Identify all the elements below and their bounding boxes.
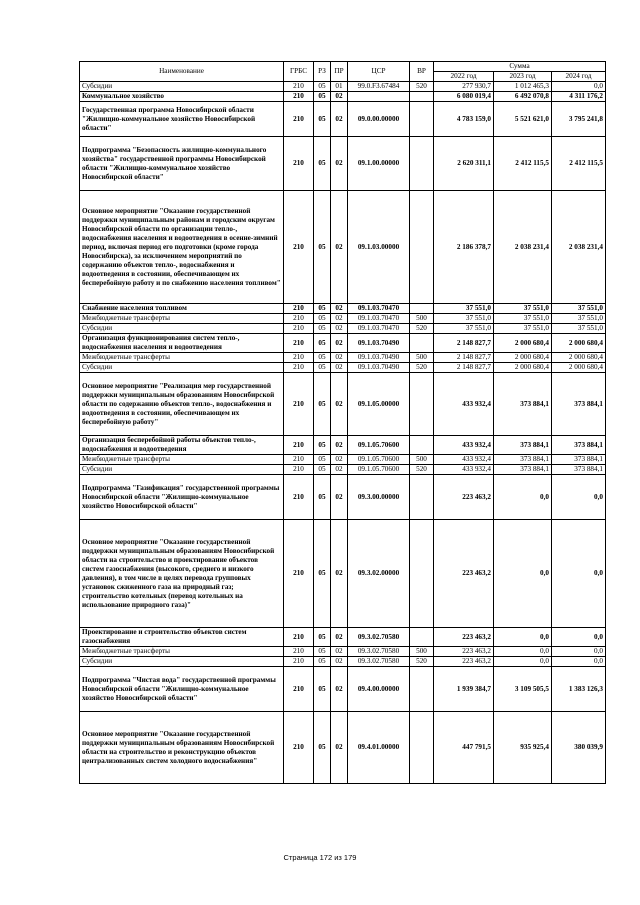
cell-2024: 37 551,0 bbox=[552, 324, 606, 334]
page-number: Страница 172 из 179 bbox=[283, 853, 357, 862]
cell-name: Субсидии bbox=[80, 82, 284, 92]
cell-name: Субсидии bbox=[80, 324, 284, 334]
cell-2022: 433 932,4 bbox=[434, 373, 494, 436]
cell-vr bbox=[410, 712, 434, 784]
cell-name: Коммунальное хозяйство bbox=[80, 92, 284, 102]
cell-pr: 02 bbox=[331, 334, 348, 353]
cell-2024: 373 884,1 bbox=[552, 373, 606, 436]
cell-name: Субсидии bbox=[80, 465, 284, 475]
cell-2024: 4 311 176,2 bbox=[552, 92, 606, 102]
cell-2022: 2 148 827,7 bbox=[434, 334, 494, 353]
cell-csr bbox=[348, 92, 410, 102]
cell-2023: 2 000 680,4 bbox=[494, 353, 552, 363]
cell-pr: 02 bbox=[331, 191, 348, 304]
cell-csr: 09.3.02.70580 bbox=[348, 647, 410, 657]
cell-2024: 0,0 bbox=[552, 628, 606, 647]
cell-vr: 520 bbox=[410, 363, 434, 373]
header-year-2023: 2023 год bbox=[494, 72, 552, 82]
cell-rz: 05 bbox=[314, 455, 331, 465]
cell-grbs: 210 bbox=[284, 137, 314, 191]
cell-name: Подпрограмма "Безопасность жилищно-коммунального хозяйства" государственной программы Новосибирской области "Жилищно-коммунальное хозяйство Новосибирской области" bbox=[80, 137, 284, 191]
cell-csr: 09.3.02.70580 bbox=[348, 628, 410, 647]
cell-2024: 0,0 bbox=[552, 520, 606, 628]
cell-pr: 02 bbox=[331, 628, 348, 647]
cell-grbs: 210 bbox=[284, 353, 314, 363]
cell-vr: 520 bbox=[410, 324, 434, 334]
cell-name: Проектирование и строительство объектов систем газоснабжения bbox=[80, 628, 284, 647]
cell-pr: 02 bbox=[331, 436, 348, 455]
cell-2024: 2 000 680,4 bbox=[552, 334, 606, 353]
budget-table bbox=[79, 61, 606, 784]
cell-vr bbox=[410, 92, 434, 102]
cell-2022: 37 551,0 bbox=[434, 304, 494, 314]
cell-2024: 2 000 680,4 bbox=[552, 353, 606, 363]
cell-csr: 09.1.03.70490 bbox=[348, 334, 410, 353]
cell-2023: 373 884,1 bbox=[494, 373, 552, 436]
cell-rz: 05 bbox=[314, 475, 331, 520]
cell-2024: 0,0 bbox=[552, 475, 606, 520]
cell-2022: 1 939 384,7 bbox=[434, 667, 494, 712]
cell-2023: 6 492 070,8 bbox=[494, 92, 552, 102]
cell-vr: 520 bbox=[410, 657, 434, 667]
cell-2024: 37 551,0 bbox=[552, 314, 606, 324]
cell-name: Подпрограмма "Газификация" государственной программы Новосибирской области "Жилищно-коммунальное хозяйство Новосибирской области" bbox=[80, 475, 284, 520]
cell-2024: 380 039,9 bbox=[552, 712, 606, 784]
cell-name: Государственная программа Новосибирской области "Жилищно-коммунальное хозяйство Новосибирской области" bbox=[80, 102, 284, 137]
cell-2024: 373 884,1 bbox=[552, 436, 606, 455]
cell-2023: 373 884,1 bbox=[494, 436, 552, 455]
cell-csr: 09.4.01.00000 bbox=[348, 712, 410, 784]
cell-pr: 02 bbox=[331, 92, 348, 102]
cell-grbs: 210 bbox=[284, 304, 314, 314]
cell-grbs: 210 bbox=[284, 712, 314, 784]
cell-name: Межбюджетные трансферты bbox=[80, 647, 284, 657]
cell-2023: 2 412 115,5 bbox=[494, 137, 552, 191]
table-row bbox=[80, 647, 606, 657]
cell-name: Снабжение населения топливом bbox=[80, 304, 284, 314]
header-sum: Сумма bbox=[434, 62, 606, 72]
cell-2022: 2 148 827,7 bbox=[434, 353, 494, 363]
cell-rz: 05 bbox=[314, 324, 331, 334]
cell-2022: 223 463,2 bbox=[434, 657, 494, 667]
cell-2024: 1 383 126,3 bbox=[552, 667, 606, 712]
cell-2023: 2 000 680,4 bbox=[494, 334, 552, 353]
cell-name: Субсидии bbox=[80, 657, 284, 667]
cell-grbs: 210 bbox=[284, 628, 314, 647]
cell-vr bbox=[410, 304, 434, 314]
cell-pr: 02 bbox=[331, 667, 348, 712]
cell-rz: 05 bbox=[314, 465, 331, 475]
cell-csr: 09.1.03.70470 bbox=[348, 304, 410, 314]
table-body bbox=[80, 82, 606, 784]
cell-csr: 09.1.03.00000 bbox=[348, 191, 410, 304]
header-year-2024: 2024 год bbox=[552, 72, 606, 82]
cell-rz: 05 bbox=[314, 667, 331, 712]
cell-name: Подпрограмма "Чистая вода" государственной программы Новосибирской области "Жилищно-коммунальное хозяйство Новосибирской области" bbox=[80, 667, 284, 712]
cell-vr: 520 bbox=[410, 82, 434, 92]
cell-2022: 223 463,2 bbox=[434, 475, 494, 520]
table-row bbox=[80, 667, 606, 712]
cell-csr: 09.1.05.70600 bbox=[348, 465, 410, 475]
cell-pr: 02 bbox=[331, 712, 348, 784]
cell-pr: 02 bbox=[331, 647, 348, 657]
cell-vr bbox=[410, 373, 434, 436]
cell-pr: 02 bbox=[331, 373, 348, 436]
cell-2023: 0,0 bbox=[494, 475, 552, 520]
cell-grbs: 210 bbox=[284, 667, 314, 712]
cell-2022: 223 463,2 bbox=[434, 628, 494, 647]
cell-name: Межбюджетные трансферты bbox=[80, 314, 284, 324]
table-row bbox=[80, 436, 606, 455]
cell-pr: 02 bbox=[331, 314, 348, 324]
cell-2023: 3 109 505,5 bbox=[494, 667, 552, 712]
cell-rz: 05 bbox=[314, 102, 331, 137]
cell-csr: 09.4.00.00000 bbox=[348, 667, 410, 712]
cell-rz: 05 bbox=[314, 436, 331, 455]
cell-grbs: 210 bbox=[284, 82, 314, 92]
cell-2023: 37 551,0 bbox=[494, 324, 552, 334]
table-row bbox=[80, 373, 606, 436]
cell-grbs: 210 bbox=[284, 363, 314, 373]
cell-2024: 0,0 bbox=[552, 657, 606, 667]
cell-csr: 09.1.03.70470 bbox=[348, 324, 410, 334]
cell-vr: 500 bbox=[410, 314, 434, 324]
cell-2023: 373 884,1 bbox=[494, 455, 552, 465]
header-csr: ЦСР bbox=[348, 62, 410, 82]
table-row bbox=[80, 304, 606, 314]
cell-2023: 37 551,0 bbox=[494, 314, 552, 324]
table-row bbox=[80, 334, 606, 353]
cell-vr bbox=[410, 191, 434, 304]
header-pr: ПР bbox=[331, 62, 348, 82]
cell-pr: 02 bbox=[331, 304, 348, 314]
cell-2023: 1 012 465,3 bbox=[494, 82, 552, 92]
cell-vr: 500 bbox=[410, 455, 434, 465]
cell-2022: 37 551,0 bbox=[434, 314, 494, 324]
cell-grbs: 210 bbox=[284, 191, 314, 304]
table-row bbox=[80, 628, 606, 647]
cell-csr: 09.1.05.00000 bbox=[348, 373, 410, 436]
cell-2023: 373 884,1 bbox=[494, 465, 552, 475]
table-row bbox=[80, 324, 606, 334]
cell-name: Межбюджетные трансферты bbox=[80, 353, 284, 363]
table-row bbox=[80, 363, 606, 373]
cell-pr: 01 bbox=[331, 82, 348, 92]
table-row bbox=[80, 92, 606, 102]
cell-rz: 05 bbox=[314, 92, 331, 102]
cell-grbs: 210 bbox=[284, 455, 314, 465]
cell-2024: 0,0 bbox=[552, 82, 606, 92]
cell-2023: 935 925,4 bbox=[494, 712, 552, 784]
cell-rz: 05 bbox=[314, 647, 331, 657]
cell-vr bbox=[410, 102, 434, 137]
cell-csr: 09.3.00.00000 bbox=[348, 475, 410, 520]
header-year-2022: 2022 год bbox=[434, 72, 494, 82]
cell-pr: 02 bbox=[331, 102, 348, 137]
cell-2024: 3 795 241,8 bbox=[552, 102, 606, 137]
cell-csr: 99.0.F3.67484 bbox=[348, 82, 410, 92]
cell-csr: 09.1.05.70600 bbox=[348, 455, 410, 465]
cell-rz: 05 bbox=[314, 520, 331, 628]
cell-vr bbox=[410, 628, 434, 647]
table-row bbox=[80, 137, 606, 191]
cell-2022: 433 932,4 bbox=[434, 455, 494, 465]
cell-2022: 447 791,5 bbox=[434, 712, 494, 784]
cell-2024: 0,0 bbox=[552, 647, 606, 657]
cell-grbs: 210 bbox=[284, 373, 314, 436]
cell-rz: 05 bbox=[314, 657, 331, 667]
cell-2022: 37 551,0 bbox=[434, 324, 494, 334]
cell-name: Субсидии bbox=[80, 363, 284, 373]
cell-pr: 02 bbox=[331, 455, 348, 465]
cell-grbs: 210 bbox=[284, 102, 314, 137]
cell-grbs: 210 bbox=[284, 465, 314, 475]
cell-grbs: 210 bbox=[284, 520, 314, 628]
cell-vr bbox=[410, 137, 434, 191]
cell-grbs: 210 bbox=[284, 92, 314, 102]
cell-grbs: 210 bbox=[284, 436, 314, 455]
cell-2023: 5 521 621,0 bbox=[494, 102, 552, 137]
cell-grbs: 210 bbox=[284, 334, 314, 353]
cell-2023: 2 038 231,4 bbox=[494, 191, 552, 304]
cell-pr: 02 bbox=[331, 137, 348, 191]
cell-vr: 520 bbox=[410, 465, 434, 475]
table-row bbox=[80, 191, 606, 304]
header-name: Наименование bbox=[80, 62, 284, 82]
table-row bbox=[80, 520, 606, 628]
cell-rz: 05 bbox=[314, 304, 331, 314]
cell-pr: 02 bbox=[331, 520, 348, 628]
cell-grbs: 210 bbox=[284, 314, 314, 324]
cell-rz: 05 bbox=[314, 373, 331, 436]
cell-name: Основное мероприятие "Реализация мер государственной поддержки муниципальным образованиям Новосибирской области по содержанию объектов тепло-, водоснабжения и водоотведения в состоянии, обеспечивающем их бесперебойную работу" bbox=[80, 373, 284, 436]
cell-2022: 2 620 311,1 bbox=[434, 137, 494, 191]
table-row bbox=[80, 475, 606, 520]
cell-vr: 500 bbox=[410, 353, 434, 363]
cell-2023: 0,0 bbox=[494, 647, 552, 657]
cell-csr: 09.1.03.70490 bbox=[348, 363, 410, 373]
table-row bbox=[80, 455, 606, 465]
cell-name: Организация функционирования систем тепло-, водоснабжения населения и водоотведения bbox=[80, 334, 284, 353]
cell-2023: 0,0 bbox=[494, 520, 552, 628]
cell-vr: 500 bbox=[410, 647, 434, 657]
cell-grbs: 210 bbox=[284, 657, 314, 667]
cell-2022: 433 932,4 bbox=[434, 465, 494, 475]
cell-2024: 2 000 680,4 bbox=[552, 363, 606, 373]
table-row bbox=[80, 712, 606, 784]
cell-vr bbox=[410, 475, 434, 520]
cell-2023: 0,0 bbox=[494, 657, 552, 667]
cell-2022: 433 932,4 bbox=[434, 436, 494, 455]
cell-grbs: 210 bbox=[284, 647, 314, 657]
cell-rz: 05 bbox=[314, 334, 331, 353]
header-vr: ВР bbox=[410, 62, 434, 82]
cell-rz: 05 bbox=[314, 191, 331, 304]
header-rz: РЗ bbox=[314, 62, 331, 82]
cell-rz: 05 bbox=[314, 628, 331, 647]
cell-rz: 05 bbox=[314, 363, 331, 373]
header-grbs: ГРБС bbox=[284, 62, 314, 82]
cell-csr: 09.0.00.00000 bbox=[348, 102, 410, 137]
cell-pr: 02 bbox=[331, 353, 348, 363]
cell-2024: 373 884,1 bbox=[552, 465, 606, 475]
cell-2022: 223 463,2 bbox=[434, 520, 494, 628]
cell-rz: 05 bbox=[314, 314, 331, 324]
cell-pr: 02 bbox=[331, 657, 348, 667]
table-row bbox=[80, 102, 606, 137]
cell-2024: 2 412 115,5 bbox=[552, 137, 606, 191]
cell-vr bbox=[410, 667, 434, 712]
cell-vr bbox=[410, 436, 434, 455]
cell-rz: 05 bbox=[314, 353, 331, 363]
cell-csr: 09.3.02.00000 bbox=[348, 520, 410, 628]
cell-name: Организация бесперебойной работы объектов тепло-, водоснабжения и водоотведения bbox=[80, 436, 284, 455]
cell-rz: 05 bbox=[314, 82, 331, 92]
cell-2022: 277 930,7 bbox=[434, 82, 494, 92]
table-row bbox=[80, 82, 606, 92]
cell-grbs: 210 bbox=[284, 324, 314, 334]
cell-csr: 09.3.02.70580 bbox=[348, 657, 410, 667]
cell-2023: 0,0 bbox=[494, 628, 552, 647]
cell-pr: 02 bbox=[331, 363, 348, 373]
cell-2022: 4 783 159,0 bbox=[434, 102, 494, 137]
cell-rz: 05 bbox=[314, 137, 331, 191]
table-row bbox=[80, 314, 606, 324]
cell-2023: 2 000 680,4 bbox=[494, 363, 552, 373]
cell-2024: 37 551,0 bbox=[552, 304, 606, 314]
cell-2022: 2 186 378,7 bbox=[434, 191, 494, 304]
cell-pr: 02 bbox=[331, 465, 348, 475]
cell-name: Основное мероприятие "Оказание государственной поддержки муниципальным районам и городским округам Новосибирской области по организации тепло-, водоснабжения населения и водоотведения в осенне-зимний период, включая период его подготовки (кроме города Новосибирска), за исключением мероприятий по содержанию объектов тепло-, водоснабжения и водоотведения в состоянии, обеспечивающем их бесперебойную работу и по снабжению населения топливом" bbox=[80, 191, 284, 304]
cell-2024: 373 884,1 bbox=[552, 455, 606, 465]
cell-grbs: 210 bbox=[284, 475, 314, 520]
cell-rz: 05 bbox=[314, 712, 331, 784]
table-row bbox=[80, 353, 606, 363]
cell-name: Основное мероприятие "Оказание государственной поддержки муниципальным образованиям Новосибирской области на строительство и проектирование объектов систем газоснабжения (высокого, среднего и низкого давления), в том числе в целях перевода групповых установок сжиженного газа на природный газ; строительство котельных (перевод котельных на использование природного газа)" bbox=[80, 520, 284, 628]
cell-pr: 02 bbox=[331, 324, 348, 334]
table-row bbox=[80, 657, 606, 667]
cell-csr: 09.1.03.70490 bbox=[348, 353, 410, 363]
cell-csr: 09.1.00.00000 bbox=[348, 137, 410, 191]
cell-csr: 09.1.05.70600 bbox=[348, 436, 410, 455]
cell-2023: 37 551,0 bbox=[494, 304, 552, 314]
cell-pr: 02 bbox=[331, 475, 348, 520]
cell-vr bbox=[410, 520, 434, 628]
cell-csr: 09.1.03.70470 bbox=[348, 314, 410, 324]
cell-name: Основное мероприятие "Оказание государственной поддержки муниципальным образованиям Новосибирской области на строительство и реконструкцию объектов централизованных систем холодного водоснабжения" bbox=[80, 712, 284, 784]
cell-2022: 2 148 827,7 bbox=[434, 363, 494, 373]
cell-vr bbox=[410, 334, 434, 353]
cell-2022: 6 080 019,4 bbox=[434, 92, 494, 102]
cell-2022: 223 463,2 bbox=[434, 647, 494, 657]
cell-name: Межбюджетные трансферты bbox=[80, 455, 284, 465]
cell-2024: 2 038 231,4 bbox=[552, 191, 606, 304]
table-row bbox=[80, 465, 606, 475]
